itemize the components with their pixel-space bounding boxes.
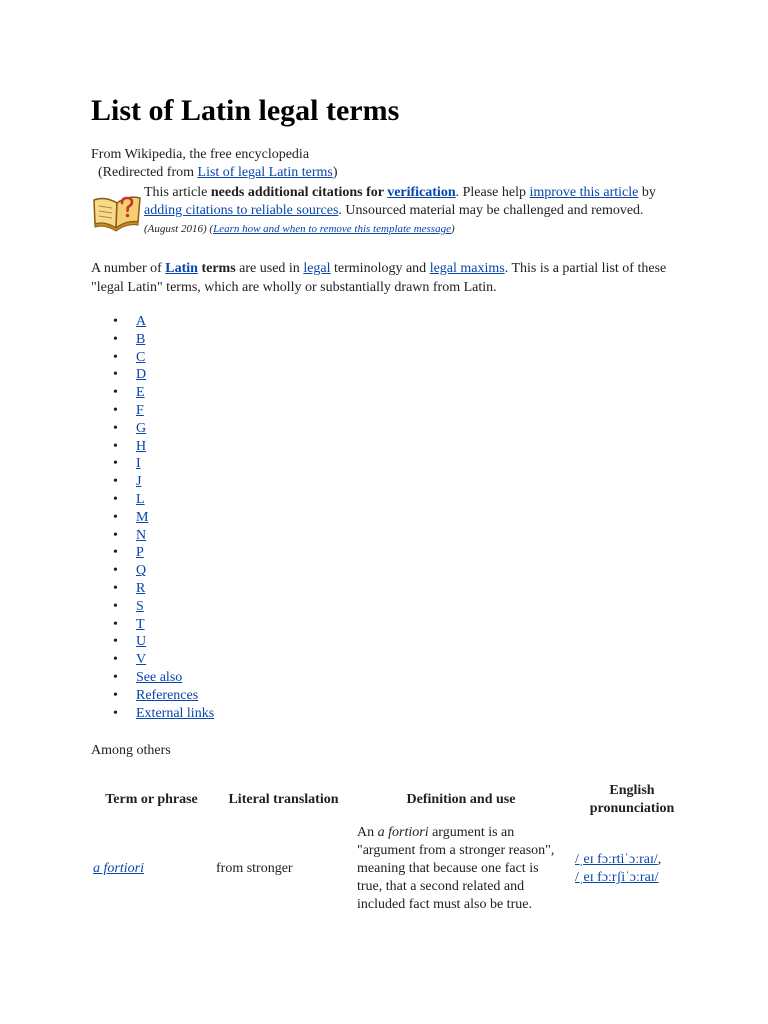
toc-link[interactable]: A (136, 314, 147, 329)
toc-link[interactable]: I (136, 456, 141, 472)
tagline: From Wikipedia, the free encyclopedia (91, 147, 310, 162)
toc-link[interactable]: T (136, 616, 145, 632)
bullet: • (113, 580, 118, 596)
toc-item (91, 509, 214, 527)
intro-text-2: are used in (235, 261, 304, 276)
definition-term: a fortiori (377, 825, 429, 840)
toc-link[interactable]: References (136, 687, 199, 703)
toc-link[interactable]: E (136, 385, 145, 401)
toc-link[interactable]: External links (136, 705, 215, 721)
bullet: • (113, 545, 118, 561)
header-literal: Literal translation (228, 792, 339, 807)
toc-item (91, 313, 214, 331)
literal-cell: from stronger (216, 861, 293, 876)
intro-paragraph (91, 259, 691, 297)
toc-link[interactable]: L (136, 491, 145, 507)
definition-text-2: argument is an "argument from a stronger reason", meaning that because one fact is true, that a second related and included fact must also be true. (357, 825, 555, 912)
definition-cell (355, 822, 567, 916)
bullet: • (113, 705, 118, 721)
toc-item (91, 687, 214, 705)
bullet: • (113, 474, 118, 490)
toc-link[interactable]: See also (136, 669, 183, 685)
toc-link[interactable]: M (136, 509, 149, 525)
toc-item (91, 544, 214, 562)
bullet: • (113, 652, 118, 668)
header-term: Term or phrase (105, 792, 198, 807)
toc-link[interactable]: D (136, 367, 147, 383)
header-pronunciation: English pronunciation (589, 783, 675, 816)
redirect-suffix: ) (332, 165, 338, 180)
toc-link[interactable]: F (136, 402, 144, 418)
table-row (91, 822, 697, 916)
table-header-row (91, 778, 697, 822)
toc-link[interactable]: Q (136, 563, 147, 579)
intro-text-1: A number of (91, 261, 166, 276)
toc-link[interactable]: R (136, 580, 146, 596)
among-others-text: Among others (91, 743, 171, 758)
pronunciation-link-1[interactable]: /ˌeɪ fɔːrtiˈɔːraɪ/ (575, 852, 658, 867)
toc-item (91, 331, 214, 349)
notice-date: (August 2016) (144, 223, 207, 235)
book-question-icon (91, 190, 143, 232)
bullet: • (113, 687, 118, 703)
learn-close: ) (450, 223, 455, 235)
toc-link[interactable]: S (136, 598, 144, 614)
toc-item (91, 651, 214, 669)
redirect-notice (98, 164, 337, 182)
header-definition: Definition and use (406, 792, 516, 807)
legal-link[interactable]: legal (303, 261, 331, 276)
toc-item (91, 562, 214, 580)
notice-text-4: . Unsourced material may be challenged and removed. (338, 203, 644, 218)
bullet: • (113, 402, 118, 418)
toc-item (91, 349, 214, 367)
toc-link[interactable]: C (136, 349, 146, 365)
bullet: • (113, 563, 118, 579)
latin-link[interactable]: Latin (165, 261, 198, 276)
bullet: • (113, 349, 118, 365)
notice-text-1: This article (144, 185, 211, 200)
term-link[interactable]: a fortiori (93, 861, 144, 876)
legal-maxims-link[interactable]: legal maxims (429, 261, 505, 276)
toc-item (91, 580, 214, 598)
toc-item (91, 705, 214, 723)
verification-link[interactable]: verification (387, 185, 456, 200)
toc-item (91, 402, 214, 420)
redirect-link[interactable]: List of legal Latin terms (197, 165, 333, 180)
toc-item (91, 366, 214, 384)
bullet: • (113, 669, 118, 685)
citation-notice (144, 184, 664, 238)
bullet: • (113, 634, 118, 650)
toc-item (91, 598, 214, 616)
bullet: • (113, 385, 118, 401)
adding-citations-link[interactable]: adding citations to reliable sources (144, 203, 339, 218)
improve-article-link[interactable]: improve this article (529, 185, 639, 200)
toc-item (91, 633, 214, 651)
learn-remove-link[interactable]: Learn how and when to remove this template message (213, 223, 451, 235)
learn-open: ( (206, 223, 214, 235)
bullet: • (113, 509, 118, 525)
bullet: • (113, 438, 118, 454)
bullet: • (113, 616, 118, 632)
pronunciation-link-2[interactable]: /ˌeɪ fɔːrʃiˈɔːraɪ/ (575, 870, 659, 885)
toc-link[interactable]: H (136, 438, 147, 454)
redirect-prefix: (Redirected from (98, 165, 198, 180)
term-cell (91, 822, 212, 916)
toc-link[interactable]: J (136, 474, 142, 490)
toc-item (91, 669, 214, 687)
table-of-contents (91, 313, 214, 722)
notice-bold-text: needs additional citations for (210, 185, 388, 200)
toc-link[interactable]: N (136, 527, 147, 543)
toc-link[interactable]: P (136, 545, 144, 561)
bullet: • (113, 420, 118, 436)
page-title: List of Latin legal terms (91, 94, 400, 127)
toc-link[interactable]: V (136, 652, 147, 668)
intro-text-3: terminology and (330, 261, 430, 276)
notice-text-2: . Please help (455, 185, 530, 200)
bullet: • (113, 598, 118, 614)
toc-item (91, 384, 214, 402)
definition-text-1: An (357, 825, 378, 840)
terms-table (91, 778, 697, 916)
toc-item (91, 420, 214, 438)
toc-item (91, 616, 214, 634)
toc-item (91, 473, 214, 491)
bullet: • (113, 491, 118, 507)
toc-item (91, 438, 214, 456)
notice-bold (211, 185, 456, 200)
intro-terms: terms (201, 261, 236, 276)
bullet: • (113, 367, 118, 383)
toc-link[interactable]: U (136, 634, 147, 650)
toc-item (91, 491, 214, 509)
toc-item (91, 527, 214, 545)
bullet: • (113, 456, 118, 472)
bullet: • (113, 314, 118, 329)
intro-text-4: . This is a partial list of these "legal Latin" terms, which are wholly or substantially drawn from Latin. (91, 261, 667, 295)
pronunciation-sep: , (657, 852, 662, 867)
pronunciation-cell (567, 822, 697, 916)
toc-item (91, 455, 214, 473)
toc-link[interactable]: G (136, 420, 147, 436)
bullet: • (113, 331, 118, 347)
toc-link[interactable]: B (136, 331, 146, 347)
notice-text-3: by (638, 185, 656, 200)
bullet: • (113, 527, 118, 543)
